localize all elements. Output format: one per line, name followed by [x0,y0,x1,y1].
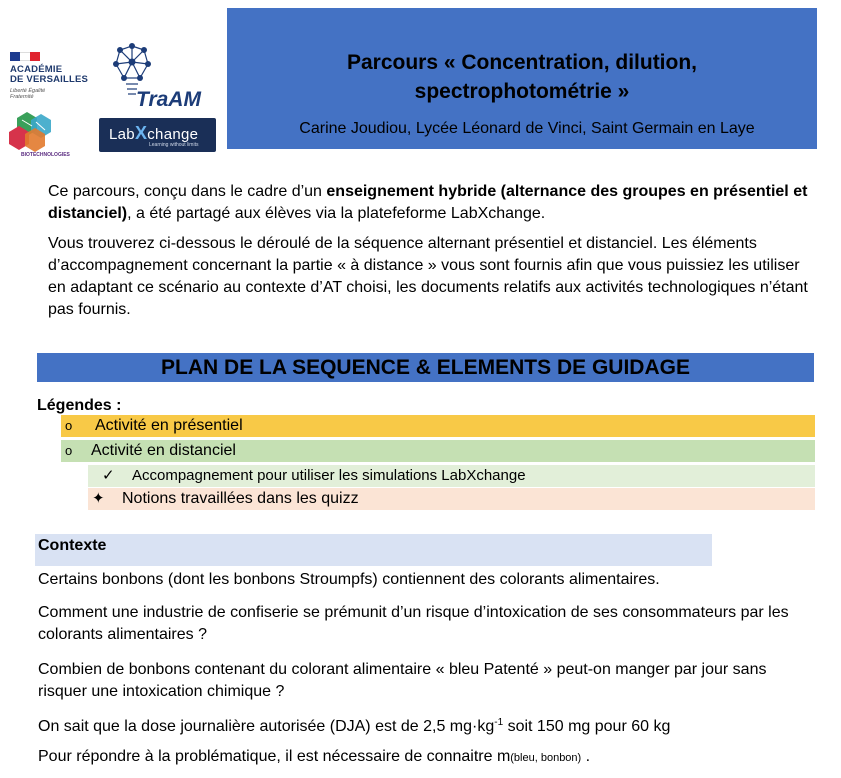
legend-simulations-label: Accompagnement pour utiliser les simulations LabXchange [132,467,526,484]
labxchange-logo [99,118,216,152]
star-bullet-icon: ✦ [92,490,105,507]
page-title: Parcours « Concentration, dilution, spectrophotométrie » [346,51,698,103]
author-line: Carine Joudiou, Lycée Léonard de Vinci, Saint Germain en Laye [299,120,755,137]
logo-area [0,0,222,170]
academie-versailles-logo [10,52,102,112]
contexte-paragraph-1: Certains bonbons (dont les bonbons Stroumpfs) contiennent des colorants alimentaires. [38,571,660,588]
french-flag-icon [10,52,40,61]
intro-paragraph-2: Vous trouverez ci-dessous le déroulé de la séquence alternant présentiel et distanciel. Les éléments d’accompagnement concernant la partie « à distance » vous sont fournis afin que vous puissiez les utiliser en adaptant ce scénario au contexte d’AT choisi, les documents relatifs aux activités technologiques n’étant pas fournis. [48,235,808,318]
checkmark-icon: ✓ [102,467,115,484]
contexte-paragraph-3: Combien de bonbons contenant du colorant alimentaire « bleu Patenté » peut-on manger par jour sans risquer une intoxication chimique ? [38,661,767,700]
labxchange-tagline: Learning without limits [149,142,199,148]
contexte-title: Contexte [38,537,107,554]
contexte-paragraph-dja: On sait que la dose journalière autorisée (DJA) est de 2,5 $mg\cdot kg^{-1}$ soit 150 mg pour 60 kg [38,717,671,735]
header-banner [227,8,817,149]
contexte-heading-bar [35,534,712,566]
traam-logo [102,40,212,112]
legend-presentiel [61,415,815,437]
legend-distanciel [61,440,815,462]
legend-quizz-label: Notions travaillées dans les quizz [122,490,359,507]
academie-motto: Liberté Égalité Fraternité [10,88,46,100]
hexagon-molecule-icon [7,110,79,154]
biotech-label: BIOTECHNOLOGIES [21,152,70,158]
academie-name: ACADÉMIE DE VERSAILLES [10,64,89,85]
contexte-paragraph-2: Comment une industrie de confiserie se prémunit d’un risque d’intoxication de ses consommateurs par les colorants alimentaires ? [38,604,789,643]
circle-bullet-icon: o [65,443,73,458]
labxchange-wordmark: LabXchange [109,123,199,143]
traam-label: TraAM [136,88,201,111]
plan-heading: PLAN DE LA SEQUENCE & ELEMENTS DE GUIDAGE [37,353,814,382]
biotechnologies-logo [7,110,79,162]
legend-simulations [88,465,815,487]
contexte-paragraph-problem: Pour répondre à la problématique, il est nécessaire de connaitre m(bleu, bonbon) . [38,748,591,765]
circle-bullet-icon: o [65,418,73,433]
legend-distanciel-label: Activité en distanciel [91,442,236,459]
intro-section [48,181,808,321]
legend-title: Légendes : [37,397,122,414]
intro-paragraph-1: Ce parcours, conçu dans le cadre d’un enseignement hybride (alternance des groupes en présentiel et distanciel), a été partagé aux élèves via la platefeforme LabXchange. [48,183,808,222]
legend-presentiel-label: Activité en présentiel [95,417,243,434]
legend-quizz [88,488,815,510]
